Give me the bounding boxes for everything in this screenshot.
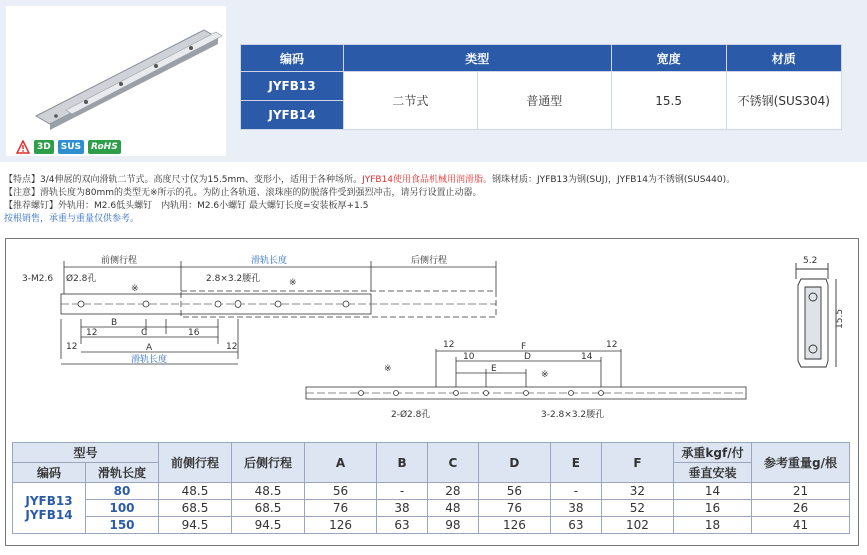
- 3d-badge: 3D: [34, 140, 54, 154]
- table-row: [13, 517, 850, 534]
- spec-material: 不锈钢(SUS304): [726, 72, 841, 130]
- slide-length-label: 滑轨长度: [251, 256, 288, 266]
- front-travel-label: 前侧行程: [101, 256, 138, 266]
- dim-f-label: F: [521, 342, 527, 352]
- dim-14-label: 14: [581, 352, 593, 362]
- cell: 18: [674, 517, 752, 534]
- cell: 68.5: [232, 500, 305, 517]
- col-a-header: A: [305, 443, 377, 483]
- screw-label: 3-M2.6: [22, 274, 54, 284]
- star-label-4: ※: [541, 370, 549, 380]
- warning-icon: [16, 140, 30, 154]
- cell: 26: [752, 500, 850, 517]
- cell: 68.5: [159, 500, 232, 517]
- load-sub-header: 垂直安装: [674, 463, 752, 483]
- oval-3-label: 3-2.8×3.2腰孔: [541, 410, 605, 420]
- cell: 16: [674, 500, 752, 517]
- cell: 63: [550, 517, 601, 534]
- weight-header: 参考重量g/根: [752, 443, 850, 483]
- spec-width: 15.5: [611, 72, 726, 130]
- cell: 14: [674, 483, 752, 500]
- col-f-header: F: [601, 443, 673, 483]
- dim-12-left: 12: [66, 342, 78, 352]
- technical-drawing: [6, 239, 858, 439]
- code-header: 编码: [13, 463, 86, 483]
- spec-code-2: JYFB14: [241, 101, 344, 130]
- dim-16-label: 16: [188, 328, 200, 338]
- note-screws: 【推荐螺钉】外轨用：M2.6低头螺钉 内轨用：M2.6小螺钉 最大螺钉长度=安装板厚+1.5: [4, 201, 369, 211]
- cell: 28: [427, 483, 478, 500]
- slide-rail-photo: [26, 24, 226, 132]
- holes-2-label: 2-Ø2.8孔: [391, 410, 431, 420]
- note-sales: 按根销售，承重与重量仅供参考。: [4, 214, 140, 224]
- dim-12-d-right: 12: [606, 340, 618, 350]
- cell: 126: [478, 517, 550, 534]
- cell: 76: [305, 500, 377, 517]
- cell: 76: [478, 500, 550, 517]
- col-c-header: C: [427, 443, 478, 483]
- spec-header-material: 材质: [726, 45, 841, 72]
- front-travel-header: 前侧行程: [159, 443, 232, 483]
- col-d-header: D: [478, 443, 550, 483]
- cell: 21: [752, 483, 850, 500]
- dim-12-right: 12: [226, 342, 238, 352]
- cell: 56: [478, 483, 550, 500]
- cell: -: [550, 483, 601, 500]
- sus-badge: SUS: [58, 140, 84, 154]
- header-band: [0, 0, 867, 162]
- star-label-3: ※: [384, 364, 392, 374]
- cell: 94.5: [232, 517, 305, 534]
- dim-c-label: C: [141, 328, 148, 338]
- rohs-badge: RoHS: [88, 140, 121, 154]
- length-cell: 80: [86, 483, 159, 500]
- oval-label: 2.8×3.2腰孔: [206, 274, 261, 284]
- star-label-1: ※: [131, 284, 139, 294]
- length-cell: 100: [86, 500, 159, 517]
- cell: 56: [305, 483, 377, 500]
- dim-12-d-left: 12: [443, 340, 455, 350]
- table-row: [13, 500, 850, 517]
- cell: 48: [427, 500, 478, 517]
- cell: -: [377, 483, 428, 500]
- spec-table: [240, 44, 842, 130]
- load-header: 承重kgf/付: [674, 443, 752, 463]
- slide-length-bottom-label: 滑轨长度: [131, 355, 168, 365]
- col-e-header: E: [550, 443, 601, 483]
- cell: 98: [427, 517, 478, 534]
- hole-label: Ø2.8孔: [66, 274, 97, 284]
- spec-header-code: 编码: [241, 45, 344, 72]
- rear-travel-header: 后侧行程: [232, 443, 305, 483]
- cell: 52: [601, 500, 673, 517]
- extension-diagram: [61, 261, 496, 364]
- extension-labels: [22, 254, 447, 365]
- dim-10-label: 10: [463, 352, 475, 362]
- dim-e-label: E: [491, 364, 497, 374]
- dimensions-table: [12, 442, 850, 534]
- table-row: [13, 483, 850, 500]
- cell: 38: [377, 500, 428, 517]
- cell: 48.5: [159, 483, 232, 500]
- dim-b-label: B: [111, 318, 118, 328]
- cell: 38: [550, 500, 601, 517]
- dim-12-mid: 12: [86, 328, 98, 338]
- spec-type-1: 二节式: [344, 72, 478, 130]
- rail-side-labels: [384, 340, 617, 420]
- height-155-label: 15.5: [835, 308, 845, 329]
- notes-block: [4, 174, 735, 226]
- width-52-label: 5.2: [803, 256, 818, 266]
- cell: 63: [377, 517, 428, 534]
- cell: 48.5: [232, 483, 305, 500]
- dim-d-label: D: [524, 352, 531, 362]
- cell: 126: [305, 517, 377, 534]
- note-features: 【特点】3/4伸展的双向滑轨二节式。高度尺寸仅为15.5mm、变形小，适用于各种场所。JYFB14使用食品机械用润滑脂。钢珠材质：JYFB13为钢(SUJ)，JYFB14为不锈钢(SUS440)。: [4, 175, 736, 185]
- dim-a-label: A: [146, 343, 153, 353]
- cell: 41: [752, 517, 850, 534]
- col-b-header: B: [377, 443, 428, 483]
- cell: 32: [601, 483, 673, 500]
- spec-type-2: 普通型: [477, 72, 611, 130]
- length-cell: 150: [86, 517, 159, 534]
- spec-header-type: 类型: [344, 45, 612, 72]
- cell: 102: [601, 517, 673, 534]
- code-cell: JYFB13 JYFB14: [13, 483, 86, 534]
- length-header: 滑轨长度: [86, 463, 159, 483]
- model-group-header: 型号: [13, 443, 159, 463]
- cross-section: [796, 263, 836, 367]
- star-label-2: ※: [289, 278, 297, 288]
- note-caution: 【注意】滑轨长度为80mm的类型无※所示的孔。为防止各轨道、滚珠座的防脱落件受到强烈冲击，请另行设置止动器。: [4, 188, 482, 198]
- spec-header-width: 宽度: [611, 45, 726, 72]
- rear-travel-label: 后侧行程: [411, 256, 448, 266]
- cell: 94.5: [159, 517, 232, 534]
- product-photo-card: [6, 6, 226, 156]
- spec-code-1: JYFB13: [241, 72, 344, 101]
